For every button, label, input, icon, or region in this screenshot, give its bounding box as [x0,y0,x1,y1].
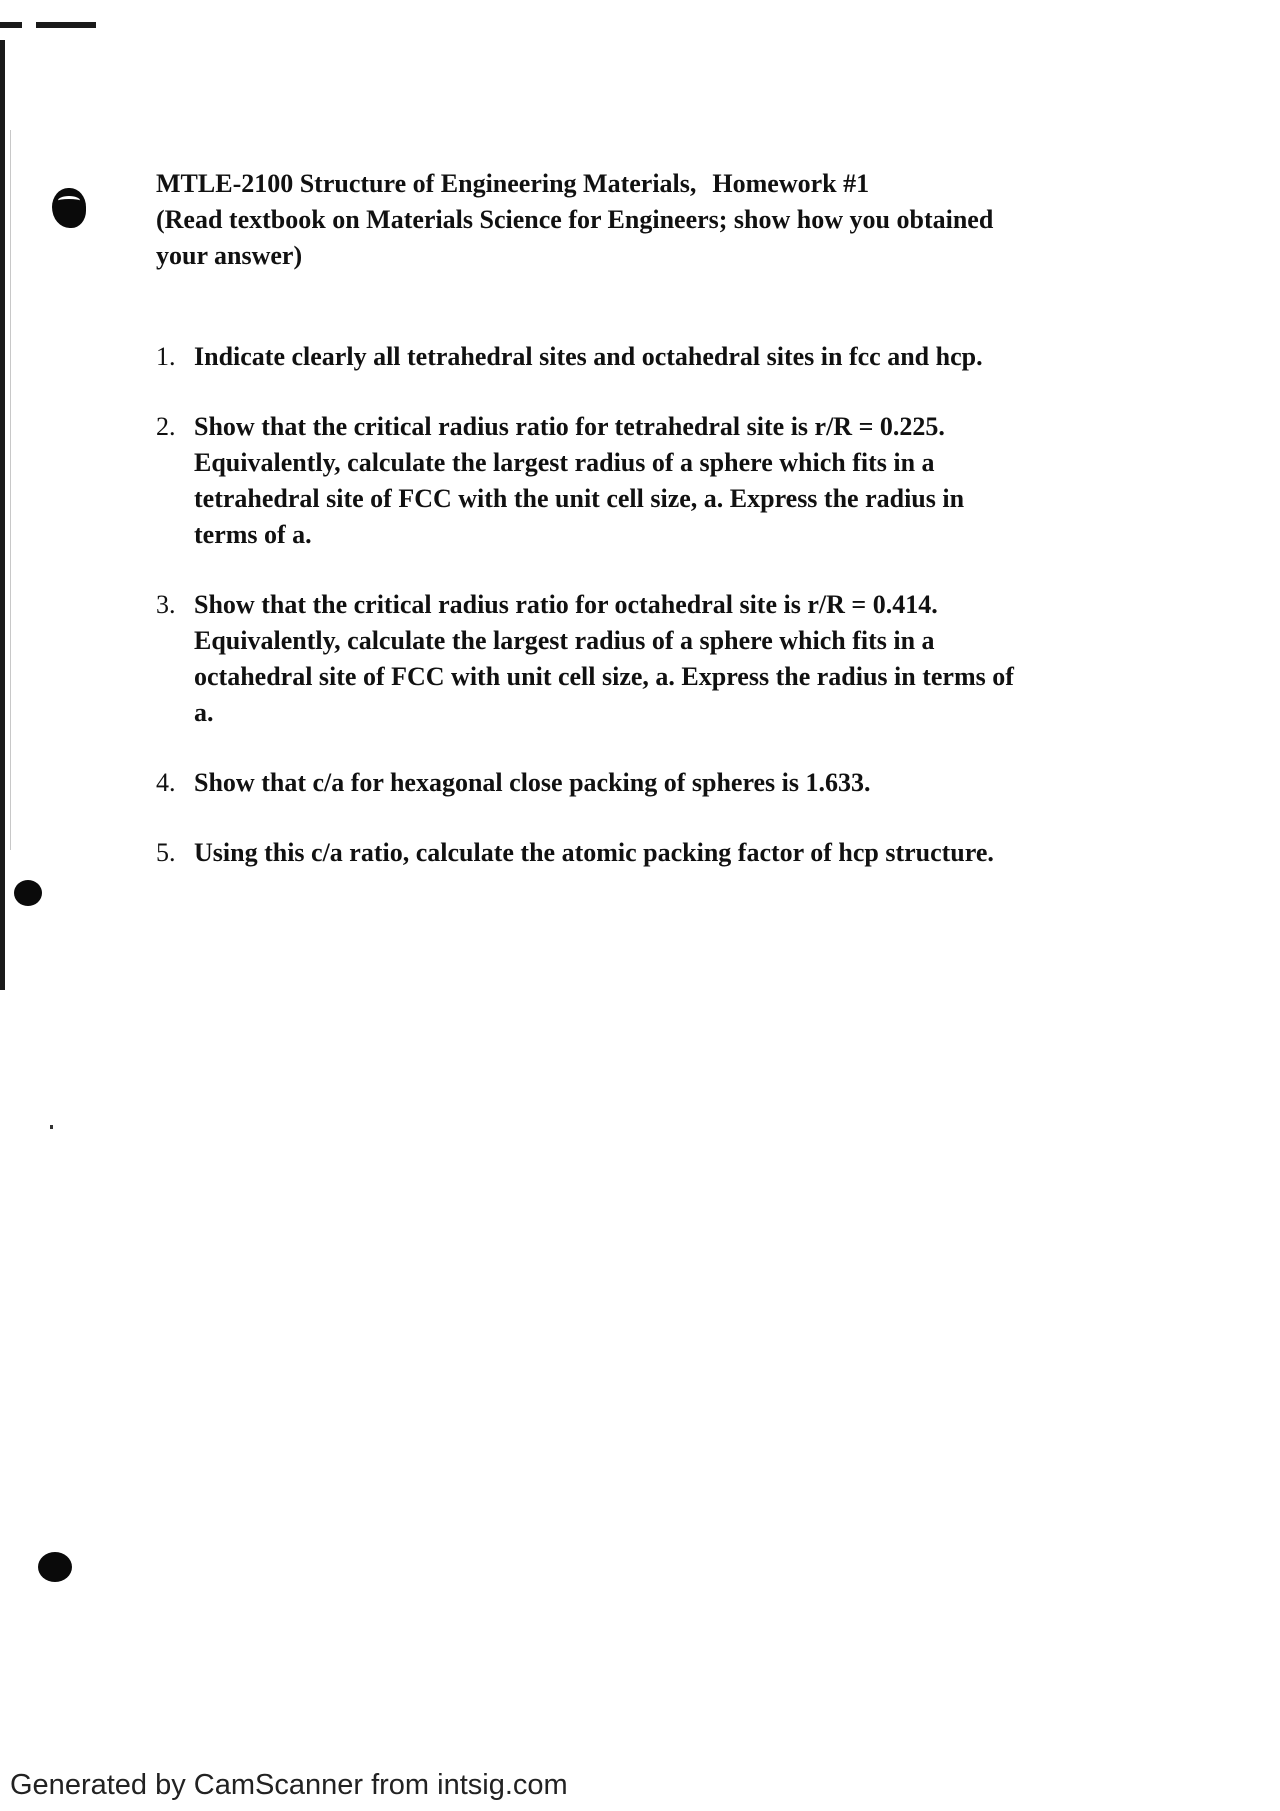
question-item [156,409,1146,553]
question-item [156,765,1146,801]
question-item [156,339,1146,375]
question-text: Show that c/a for hexagonal close packing of spheres is 1.633. [194,768,871,797]
scanner-watermark: Generated by CamScanner from intsig.com [10,1769,568,1801]
question-number: 3. [156,590,176,619]
instruction-line: your answer) [156,241,303,270]
question-text: terms of a. [194,520,312,549]
question-text: Indicate clearly all tetrahedral sites and octahedral sites in fcc and hcp. [194,342,983,371]
question-text: Equivalently, calculate the largest radius of a sphere which fits in a [194,626,935,655]
scan-edge-artifact [0,40,5,990]
scan-edge-artifact [36,22,96,28]
punch-hole [14,880,42,906]
question-text: octahedral site of FCC with unit cell size, a. Express the radius in terms of [194,662,1014,691]
question-number: 5. [156,838,176,867]
punch-hole [38,1552,72,1582]
question-number: 1. [156,342,176,371]
question-text: Equivalently, calculate the largest radius of a sphere which fits in a [194,448,935,477]
question-text: Show that the critical radius ratio for tetrahedral site is r/R = 0.225. [194,412,945,441]
scan-speck [50,1125,53,1129]
homework-label: Homework #1 [712,169,870,198]
course-title: MTLE-2100 Structure of Engineering Materials, [156,169,697,198]
question-item [156,587,1146,731]
question-text: Using this c/a ratio, calculate the atomic packing factor of hcp structure. [194,838,994,867]
punch-hole [52,188,86,228]
scan-edge-artifact [0,22,22,28]
homework-document [156,166,1146,867]
question-number: 2. [156,412,176,441]
question-text: Show that the critical radius ratio for octahedral site is r/R = 0.414. [194,590,938,619]
question-number: 4. [156,768,176,797]
question-text: tetrahedral site of FCC with the unit cell size, a. Express the radius in [194,484,965,513]
question-list [156,339,1146,871]
instruction-line: (Read textbook on Materials Science for Engineers; show how you obtained [156,205,994,234]
scan-line-artifact [10,130,11,850]
question-item [156,835,1146,871]
course-title-line [156,166,1146,202]
question-text: a. [194,698,214,727]
